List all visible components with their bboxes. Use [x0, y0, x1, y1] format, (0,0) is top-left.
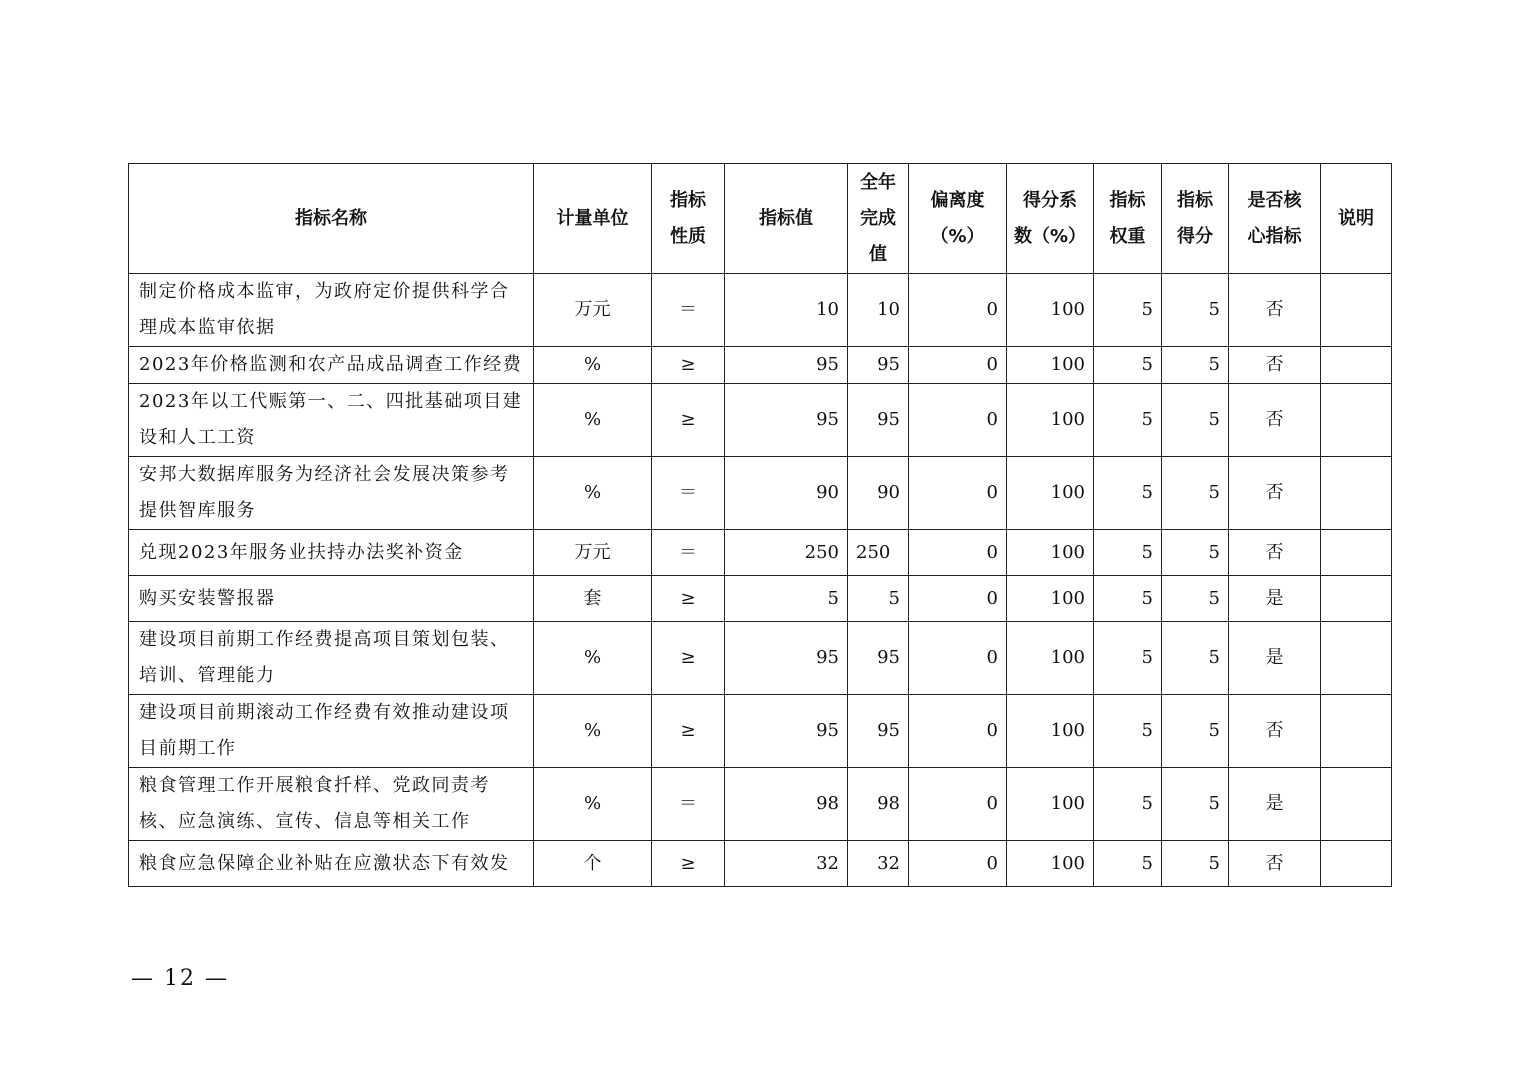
- cell-unit: %: [534, 695, 652, 768]
- cell-unit: %: [534, 457, 652, 530]
- cell-target: 95: [725, 347, 848, 384]
- header-name: 指标名称: [129, 164, 534, 274]
- cell-core-indicator: 是: [1229, 768, 1321, 841]
- cell-core-indicator: 否: [1229, 841, 1321, 887]
- cell-nature: ≥: [652, 622, 725, 695]
- cell-core-indicator: 是: [1229, 622, 1321, 695]
- header-unit: 计量单位: [534, 164, 652, 274]
- cell-target: 32: [725, 841, 848, 887]
- cell-actual: 95: [848, 347, 909, 384]
- cell-deviation: 0: [909, 530, 1007, 576]
- cell-target: 5: [725, 576, 848, 622]
- cell-score: 5: [1162, 530, 1229, 576]
- cell-score: 5: [1162, 274, 1229, 347]
- cell-deviation: 0: [909, 622, 1007, 695]
- cell-deviation: 0: [909, 347, 1007, 384]
- cell-target: 95: [725, 384, 848, 457]
- cell-deviation: 0: [909, 457, 1007, 530]
- cell-actual: 95: [848, 622, 909, 695]
- cell-score: 5: [1162, 347, 1229, 384]
- cell-note: [1321, 622, 1392, 695]
- page-number: — 12 —: [131, 966, 229, 991]
- cell-unit: %: [534, 347, 652, 384]
- cell-score: 5: [1162, 622, 1229, 695]
- cell-note: [1321, 768, 1392, 841]
- header-actual: 全年 完成 值: [848, 164, 909, 274]
- cell-name: 建设项目前期滚动工作经费有效推动建设项目前期工作: [129, 695, 534, 768]
- cell-unit: 套: [534, 576, 652, 622]
- cell-name: 购买安装警报器: [129, 576, 534, 622]
- cell-target: 10: [725, 274, 848, 347]
- cell-target: 95: [725, 695, 848, 768]
- cell-note: [1321, 384, 1392, 457]
- cell-weight: 5: [1094, 457, 1162, 530]
- cell-unit: %: [534, 768, 652, 841]
- table-header-row: [129, 164, 1392, 274]
- cell-core-indicator: 否: [1229, 347, 1321, 384]
- cell-actual: 250: [848, 530, 909, 576]
- table-row: [129, 274, 1392, 347]
- cell-target: 95: [725, 622, 848, 695]
- cell-deviation: 0: [909, 841, 1007, 887]
- cell-nature: ＝: [652, 457, 725, 530]
- header-deviation: 偏离度 （%）: [909, 164, 1007, 274]
- cell-score-coefficient: 100: [1007, 695, 1094, 768]
- cell-note: [1321, 576, 1392, 622]
- cell-nature: ＝: [652, 530, 725, 576]
- cell-nature: ≥: [652, 347, 725, 384]
- cell-score-coefficient: 100: [1007, 530, 1094, 576]
- cell-unit: 万元: [534, 530, 652, 576]
- cell-score-coefficient: 100: [1007, 576, 1094, 622]
- header-target: 指标值: [725, 164, 848, 274]
- table-row: [129, 695, 1392, 768]
- table-row: [129, 457, 1392, 530]
- cell-score: 5: [1162, 841, 1229, 887]
- cell-core-indicator: 否: [1229, 274, 1321, 347]
- cell-nature: ＝: [652, 768, 725, 841]
- cell-score: 5: [1162, 576, 1229, 622]
- cell-name: 粮食管理工作开展粮食扦样、党政同责考核、应急演练、宣传、信息等相关工作: [129, 768, 534, 841]
- cell-unit: 万元: [534, 274, 652, 347]
- cell-nature: ≥: [652, 576, 725, 622]
- header-score: 指标 得分: [1162, 164, 1229, 274]
- cell-actual: 98: [848, 768, 909, 841]
- cell-score-coefficient: 100: [1007, 768, 1094, 841]
- cell-name: 兑现2023年服务业扶持办法奖补资金: [129, 530, 534, 576]
- cell-target: 90: [725, 457, 848, 530]
- cell-weight: 5: [1094, 768, 1162, 841]
- cell-actual: 10: [848, 274, 909, 347]
- cell-score-coefficient: 100: [1007, 841, 1094, 887]
- cell-actual: 95: [848, 695, 909, 768]
- cell-score: 5: [1162, 384, 1229, 457]
- cell-name: 2023年价格监测和农产品成品调查工作经费: [129, 347, 534, 384]
- cell-actual: 90: [848, 457, 909, 530]
- cell-score-coefficient: 100: [1007, 622, 1094, 695]
- cell-score-coefficient: 100: [1007, 384, 1094, 457]
- table-row: [129, 347, 1392, 384]
- cell-note: [1321, 457, 1392, 530]
- cell-deviation: 0: [909, 695, 1007, 768]
- header-nature: 指标 性质: [652, 164, 725, 274]
- cell-core-indicator: 否: [1229, 530, 1321, 576]
- cell-score-coefficient: 100: [1007, 347, 1094, 384]
- cell-unit: %: [534, 384, 652, 457]
- cell-nature: ≥: [652, 695, 725, 768]
- cell-weight: 5: [1094, 841, 1162, 887]
- cell-name: 安邦大数据库服务为经济社会发展决策参考提供智库服务: [129, 457, 534, 530]
- cell-weight: 5: [1094, 530, 1162, 576]
- cell-weight: 5: [1094, 274, 1162, 347]
- cell-note: [1321, 530, 1392, 576]
- performance-indicator-table: [128, 163, 1392, 887]
- cell-note: [1321, 695, 1392, 768]
- cell-core-indicator: 否: [1229, 384, 1321, 457]
- table-row: [129, 841, 1392, 887]
- cell-score-coefficient: 100: [1007, 274, 1094, 347]
- cell-target: 98: [725, 768, 848, 841]
- cell-name: 制定价格成本监审，为政府定价提供科学合理成本监审依据: [129, 274, 534, 347]
- cell-deviation: 0: [909, 768, 1007, 841]
- cell-name: 建设项目前期工作经费提高项目策划包装、培训、管理能力: [129, 622, 534, 695]
- header-note: 说明: [1321, 164, 1392, 274]
- cell-actual: 5: [848, 576, 909, 622]
- table-row: [129, 622, 1392, 695]
- cell-core-indicator: 否: [1229, 457, 1321, 530]
- cell-score-coefficient: 100: [1007, 457, 1094, 530]
- cell-score: 5: [1162, 457, 1229, 530]
- header-weight: 指标 权重: [1094, 164, 1162, 274]
- cell-actual: 32: [848, 841, 909, 887]
- cell-weight: 5: [1094, 576, 1162, 622]
- cell-score: 5: [1162, 768, 1229, 841]
- table-row: [129, 384, 1392, 457]
- cell-nature: ≥: [652, 384, 725, 457]
- cell-nature: ≥: [652, 841, 725, 887]
- cell-note: [1321, 347, 1392, 384]
- cell-unit: 个: [534, 841, 652, 887]
- cell-unit: %: [534, 622, 652, 695]
- cell-name: 粮食应急保障企业补贴在应激状态下有效发: [129, 841, 534, 887]
- cell-name: 2023年以工代赈第一、二、四批基础项目建设和人工工资: [129, 384, 534, 457]
- cell-note: [1321, 274, 1392, 347]
- cell-actual: 95: [848, 384, 909, 457]
- cell-core-indicator: 是: [1229, 576, 1321, 622]
- cell-weight: 5: [1094, 695, 1162, 768]
- table-row: [129, 530, 1392, 576]
- cell-weight: 5: [1094, 622, 1162, 695]
- table-row: [129, 576, 1392, 622]
- header-core-indicator: 是否核 心指标: [1229, 164, 1321, 274]
- cell-weight: 5: [1094, 347, 1162, 384]
- table-row: [129, 768, 1392, 841]
- cell-weight: 5: [1094, 384, 1162, 457]
- cell-deviation: 0: [909, 274, 1007, 347]
- cell-note: [1321, 841, 1392, 887]
- header-score-coefficient: 得分系 数（%）: [1007, 164, 1094, 274]
- cell-target: 250: [725, 530, 848, 576]
- cell-nature: ＝: [652, 274, 725, 347]
- cell-score: 5: [1162, 695, 1229, 768]
- cell-deviation: 0: [909, 576, 1007, 622]
- cell-deviation: 0: [909, 384, 1007, 457]
- cell-core-indicator: 否: [1229, 695, 1321, 768]
